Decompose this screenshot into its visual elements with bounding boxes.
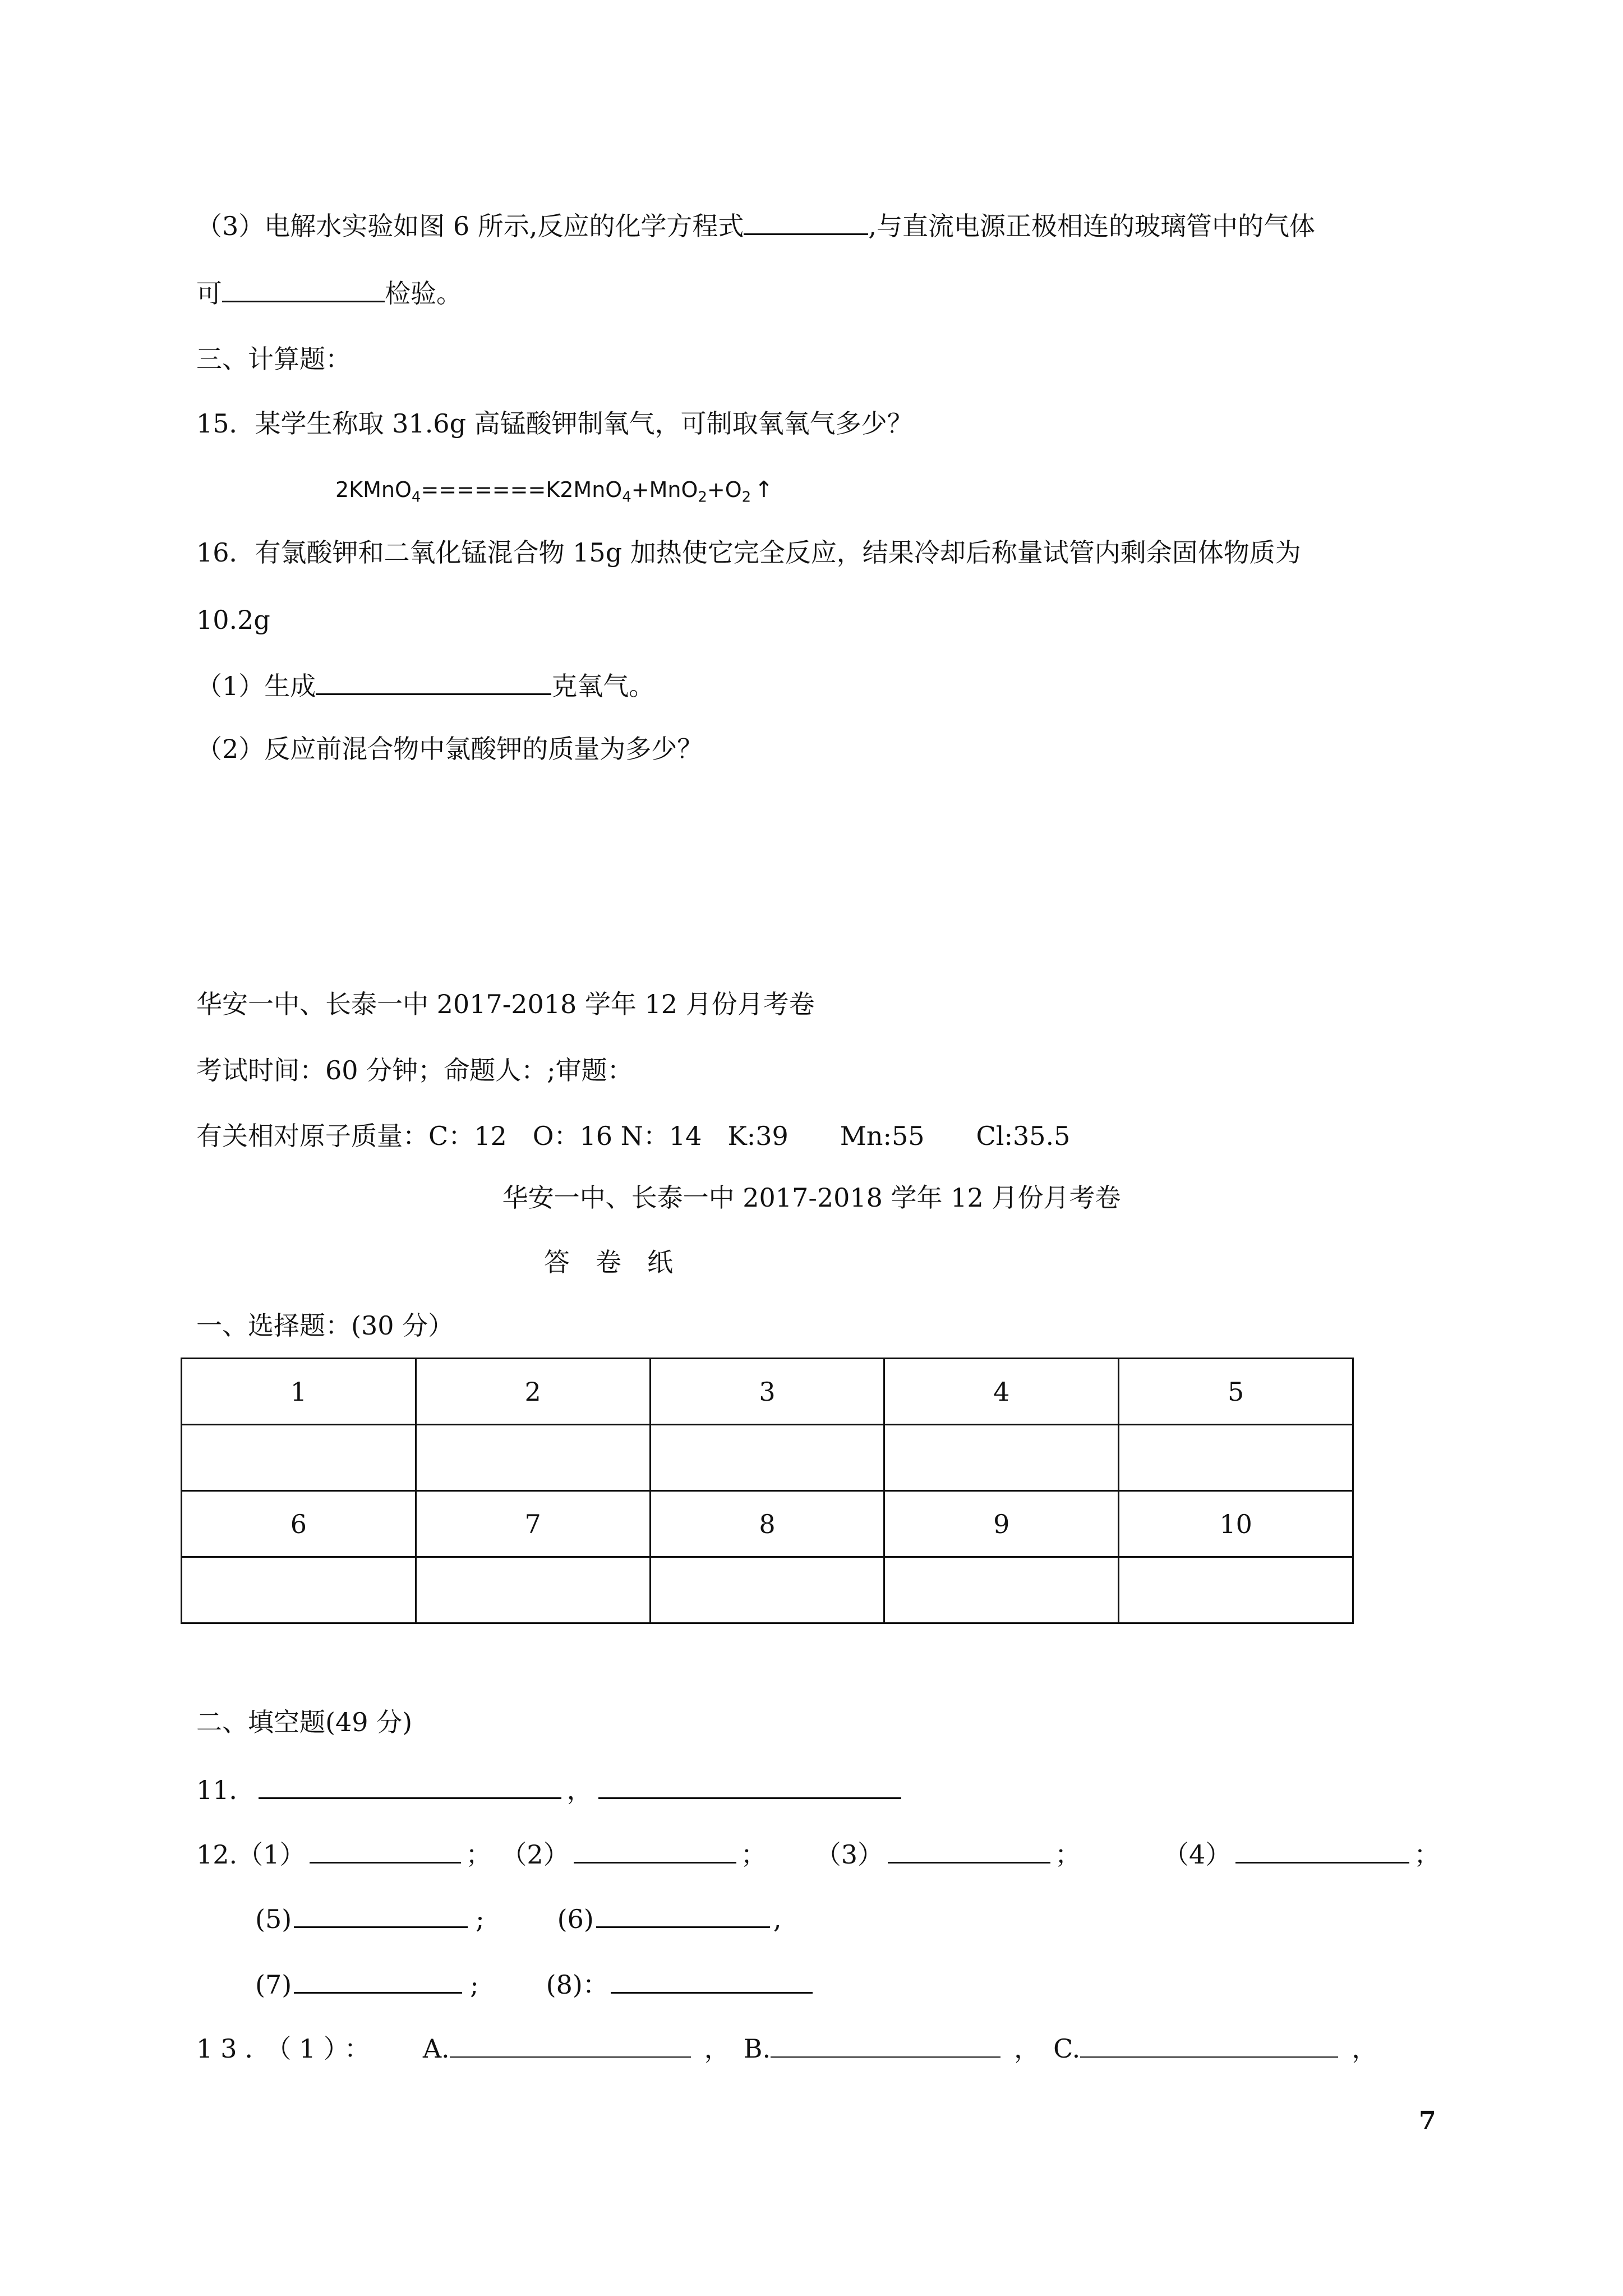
grid-answer-cell[interactable] (650, 1425, 884, 1491)
choice-answer-grid (181, 1358, 1354, 1624)
q12-blank-2[interactable] (574, 1836, 736, 1864)
answer-sheet-subtitle: 答 卷 纸 (544, 1247, 673, 1277)
q13-sep: ， (1014, 2033, 1040, 2064)
q14-part3-text-2: ,与直流电源正极相连的玻璃管中的气体 (868, 211, 1316, 241)
atomic-masses: 有关相对原子质量：C：12 O：16 N：14 K:39 Mn:55 Cl:35.5 (196, 1121, 1071, 1151)
q12-sep: , (773, 1904, 782, 1934)
grid-number-cell: 7 (416, 1491, 650, 1557)
q12-sub-label: (6) (557, 1904, 594, 1934)
q11-label: 11． (196, 1775, 255, 1805)
grid-answer-cell[interactable] (416, 1425, 650, 1491)
q14-equation-blank[interactable] (744, 208, 868, 235)
q12-sub-label: （2） (514, 1839, 569, 1870)
q13-option-b-label: B. (743, 2033, 771, 2064)
eq-o2: +O (707, 477, 742, 502)
grid-number-cell: 5 (1119, 1359, 1353, 1425)
q14-part3-line1 (196, 208, 1315, 243)
grid-number-cell: 2 (416, 1359, 650, 1425)
q11-separator: ， (566, 1775, 593, 1805)
grid-number-cell: 1 (182, 1359, 416, 1425)
q11-answer-line (196, 1772, 901, 1807)
q12-blank-3[interactable] (888, 1836, 1050, 1864)
q14-test-method-blank[interactable] (222, 275, 385, 302)
grid-answer-cell[interactable] (884, 1557, 1119, 1623)
exam-info-time: 考试时间：60 分钟；命题人：;审题： (196, 1055, 633, 1085)
exam-info-title: 华安一中、长泰一中 2017-2018 学年 12 月份月考卷 (196, 989, 815, 1019)
q12-answer-line-3 (255, 1966, 813, 2001)
q13-option-c-label: C. (1053, 2033, 1081, 2064)
q14-part3-text-4: 检验。 (385, 278, 462, 309)
q13-label: 13．（1）： (196, 2033, 378, 2064)
grid-answer-cell[interactable] (182, 1425, 416, 1491)
grid-number-cell: 4 (884, 1359, 1119, 1425)
grid-answer-cell[interactable] (182, 1557, 416, 1623)
q12-blank-5[interactable] (294, 1901, 468, 1928)
grid-number-cell: 9 (884, 1491, 1119, 1557)
q12-sep: ; (470, 1970, 479, 2000)
q12-blank-7[interactable] (294, 1966, 462, 1994)
fill-section-heading: 二、填空题(49 分) (196, 1707, 413, 1737)
q12-sub-label: (7) (255, 1970, 292, 2000)
q12-sub-label: （3） (828, 1839, 883, 1870)
q12-label: 12.（1） (196, 1839, 306, 1870)
grid-answer-cell[interactable] (416, 1557, 650, 1623)
grid-answer-cell[interactable] (650, 1557, 884, 1623)
grid-number-cell: 6 (182, 1491, 416, 1557)
q14-part3-text: （3）电解水实验如图 6 所示,反应的化学方程式 (196, 211, 744, 241)
page-number: 7 (1419, 2106, 1436, 2135)
q12-answer-line-2 (255, 1901, 781, 1936)
grid-answer-cell[interactable] (1119, 1557, 1353, 1623)
grid-number-row (182, 1359, 1353, 1425)
grid-number-cell: 8 (650, 1491, 884, 1557)
q13-blank-b[interactable] (771, 2031, 1000, 2058)
eq-sub: 4 (411, 489, 421, 506)
grid-number-cell: 10 (1119, 1491, 1353, 1557)
q12-sep: ； (740, 1839, 767, 1870)
q15-equation (335, 473, 773, 514)
eq-kmno4: 2KMnO (335, 477, 412, 502)
grid-number-cell: 3 (650, 1359, 884, 1425)
q12-sep: ； (465, 1839, 492, 1870)
q16-part1-text-2: 克氧气。 (551, 671, 655, 701)
q12-sep: ； (1414, 1839, 1440, 1870)
q11-blank-1[interactable] (259, 1772, 561, 1799)
q14-part3-text-3: 可 (196, 278, 222, 309)
grid-answer-cell[interactable] (1119, 1425, 1353, 1491)
q16-part2: （2）反应前混合物中氯酸钾的质量为多少？ (196, 734, 703, 764)
q12-sub-label: (8)： (546, 1970, 608, 2000)
eq-sub: 4 (622, 489, 631, 506)
q12-blank-6[interactable] (596, 1901, 770, 1928)
q16-oxygen-blank[interactable] (316, 668, 551, 695)
q12-blank-4[interactable] (1235, 1836, 1409, 1864)
q12-blank-1[interactable] (310, 1836, 461, 1864)
q15-text: 15．某学生称取 31.6g 高锰酸钾制氧气，可制取氧氧气多少？ (196, 408, 913, 439)
calc-section-heading: 三、计算题： (196, 344, 351, 374)
q12-answer-line-1 (196, 1836, 1440, 1871)
grid-answer-row (182, 1557, 1353, 1623)
q16-part1 (196, 668, 654, 703)
q12-sep: ； (1054, 1839, 1081, 1870)
q12-sub-label: （4） (1175, 1839, 1232, 1870)
eq-mno2: +MnO (631, 477, 698, 502)
q12-sep: ; (476, 1904, 485, 1934)
gas-arrow-icon: ↑ (754, 477, 773, 503)
q13-option-a-label: A. (422, 2033, 450, 2064)
q13-answer-line (196, 2031, 1377, 2065)
q12-sub-label: (5) (255, 1904, 292, 1934)
q11-blank-2[interactable] (598, 1772, 901, 1799)
answer-sheet-title: 华安一中、长泰一中 2017-2018 学年 12 月份月考卷 (502, 1182, 1121, 1213)
q16-text-2: 10.2g (196, 605, 270, 635)
q12-blank-8[interactable] (611, 1966, 813, 1994)
q16-part1-text: （1）生成 (196, 671, 316, 701)
q16-text-1: 16．有氯酸钾和二氧化锰混合物 15g 加热使它完全反应，结果冷却后称量试管内剩余固体物质为 (196, 537, 1301, 568)
grid-answer-cell[interactable] (884, 1425, 1119, 1491)
q14-part3-line2 (196, 275, 462, 310)
q13-sep: ， (1352, 2033, 1378, 2064)
grid-answer-row (182, 1425, 1353, 1491)
grid-number-row (182, 1491, 1353, 1557)
eq-sub: 2 (741, 489, 751, 506)
q13-blank-a[interactable] (450, 2031, 691, 2058)
choice-section-heading: 一、选择题：(30 分） (196, 1310, 454, 1341)
q13-blank-c[interactable] (1080, 2031, 1338, 2058)
eq-k2mno4: =======K2MnO (421, 477, 623, 502)
eq-sub: 2 (698, 489, 707, 506)
q13-sep: ， (704, 2033, 730, 2064)
